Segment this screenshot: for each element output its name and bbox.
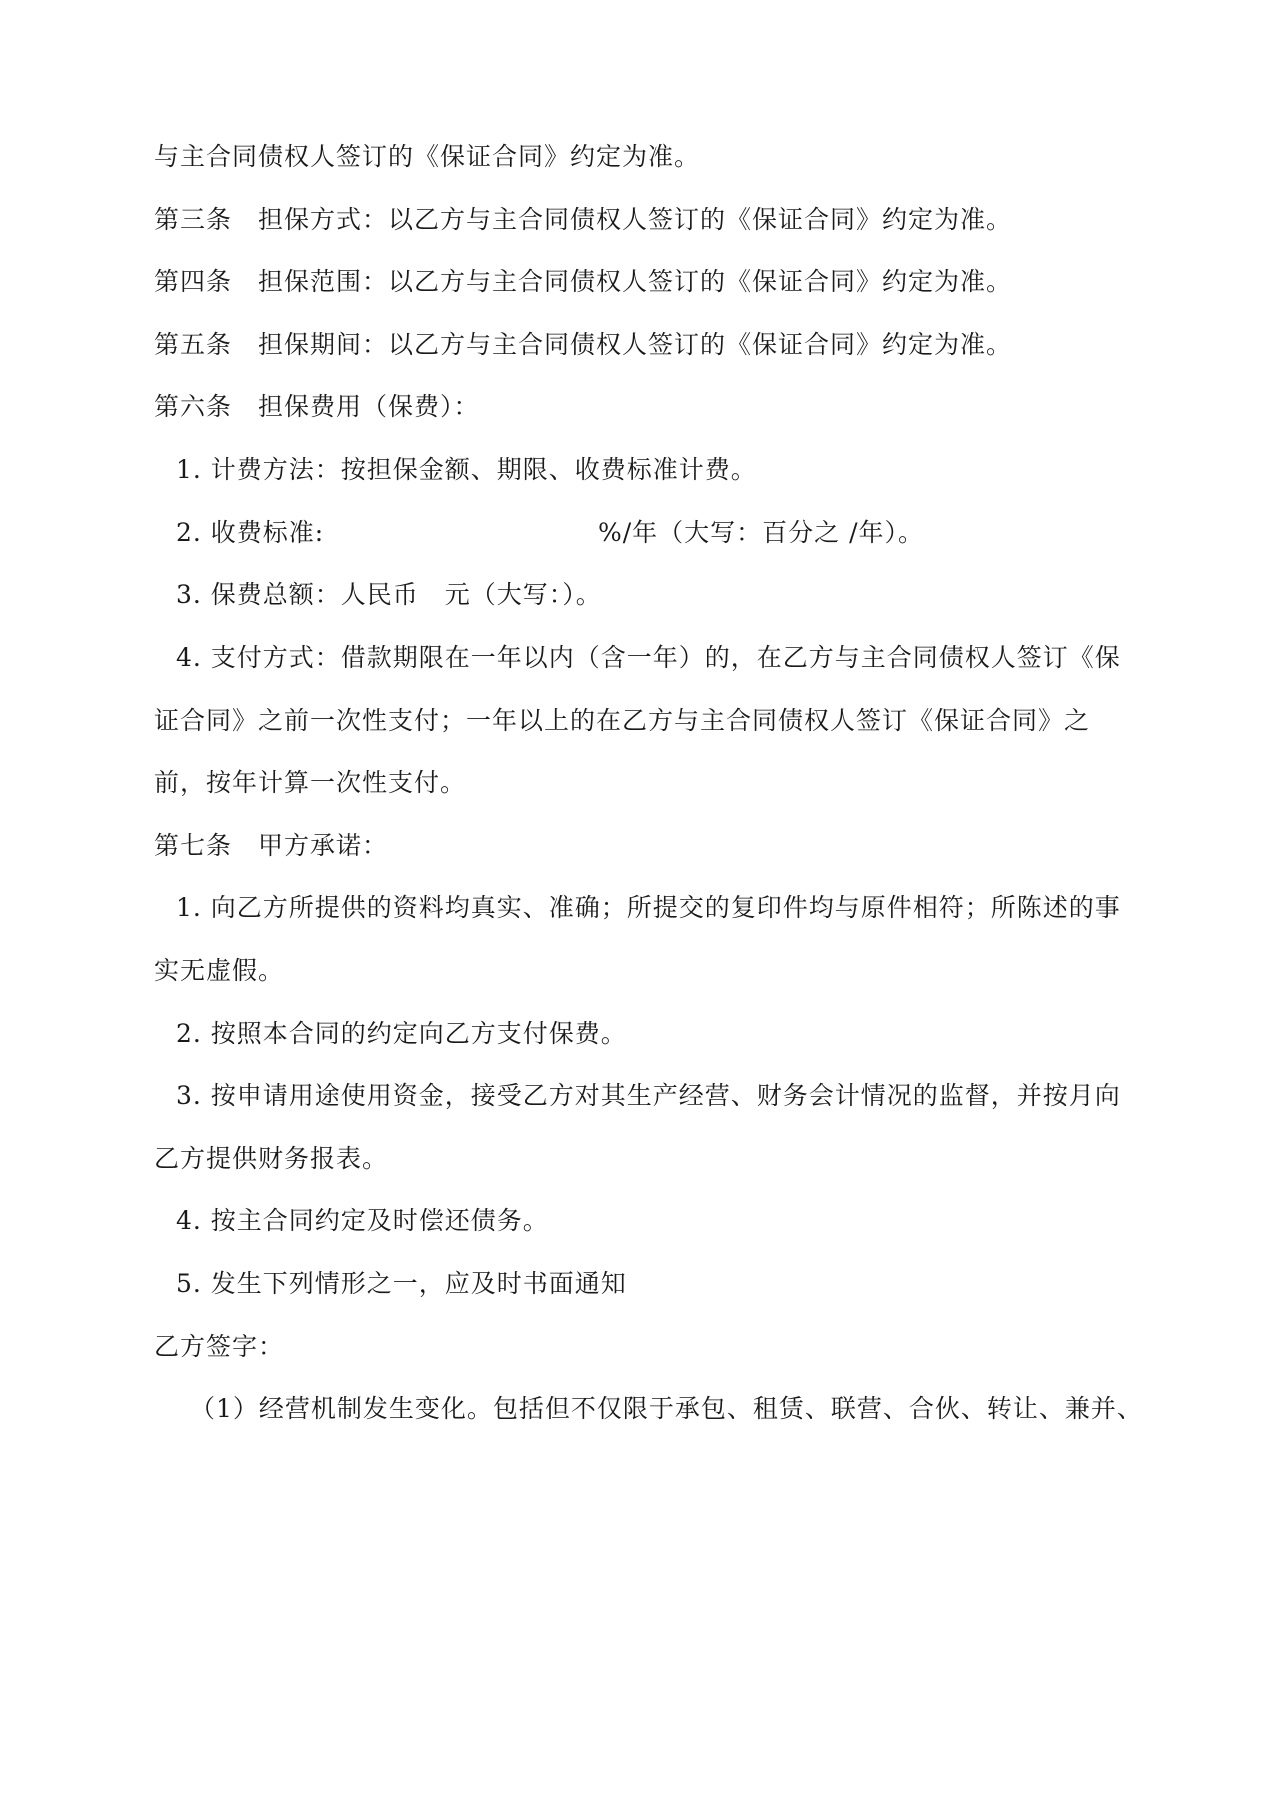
fee-method-item: 1. 计费方法：按担保金额、期限、收费标准计费。 (176, 455, 757, 484)
payment-method-cont-1: 证合同》之前一次性支付；一年以上的在乙方与主合同债权人签订《保证合同》之 (154, 706, 1091, 735)
fee-standard-label: 2. 收费标准: (176, 518, 325, 547)
promise-item-2: 2. 按照本合同的约定向乙方支付保费。 (176, 1019, 627, 1048)
payment-method-item: 4. 支付方式：借款期限在一年以内（含一年）的，在乙方与主合同债权人签订《保 (176, 643, 1121, 672)
promise-item-3-cont: 乙方提供财务报表。 (154, 1144, 389, 1173)
fee-total-item: 3. 保费总额：人民币 元（大写：）。 (176, 580, 602, 609)
text-line-1: 与主合同债权人签订的《保证合同》约定为准。 (154, 142, 701, 171)
promise-item-4: 4. 按主合同约定及时偿还债务。 (176, 1206, 549, 1235)
article-4-line: 第四条 担保范围：以乙方与主合同债权人签订的《保证合同》约定为准。 (154, 267, 1013, 296)
article-3-line: 第三条 担保方式：以乙方与主合同债权人签订的《保证合同》约定为准。 (154, 205, 1013, 234)
promise-item-3: 3. 按申请用途使用资金，接受乙方对其生产经营、财务会计情况的监督，并按月向 (176, 1081, 1121, 1110)
article-5-line: 第五条 担保期间：以乙方与主合同债权人签订的《保证合同》约定为准。 (154, 330, 1013, 359)
promise-item-1: 1. 向乙方所提供的资料均真实、准确；所提交的复印件均与原件相符；所陈述的事 (176, 893, 1121, 922)
article-6-heading: 第六条 担保费用（保费）： (154, 392, 480, 421)
promise-item-1-cont: 实无虚假。 (154, 956, 285, 985)
party-b-signature-label: 乙方签字： (154, 1332, 285, 1361)
sub-item-1: （1）经营机制发生变化。包括但不仅限于承包、租赁、联营、合伙、转让、兼并、 (190, 1394, 1143, 1423)
article-7-heading: 第七条 甲方承诺： (154, 831, 389, 860)
promise-item-5: 5. 发生下列情形之一，应及时书面通知 (176, 1269, 627, 1298)
fee-standard-rate: %/年（大写：百分之 /年）。 (598, 518, 925, 547)
payment-method-cont-2: 前，按年计算一次性支付。 (154, 768, 467, 797)
